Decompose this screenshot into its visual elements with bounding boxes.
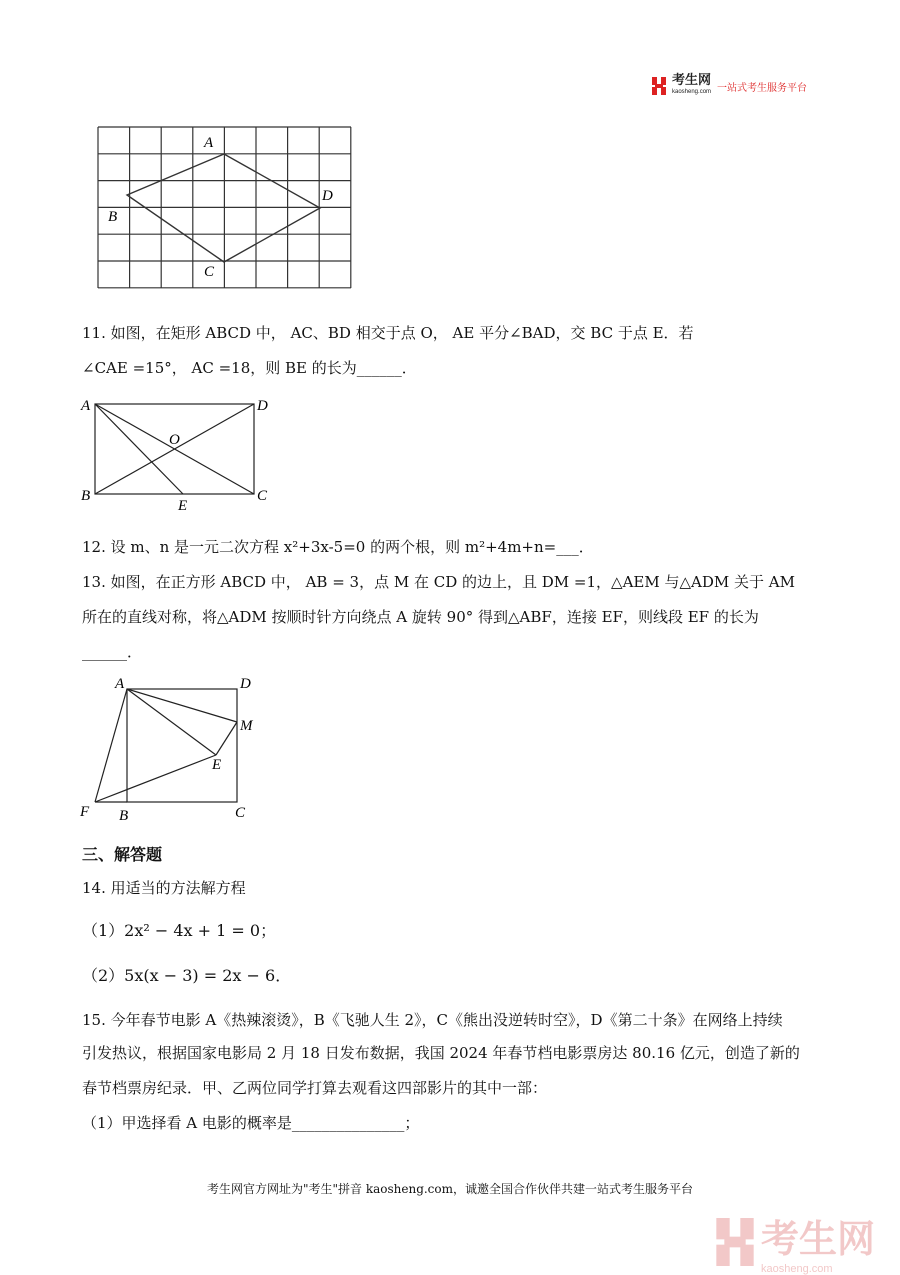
section-title: 三、解答题 (82, 845, 163, 864)
q11-line1: 11. 如图，在矩形 ABCD 中， AC、BD 相交于点 O， AE 平分∠BAD，交 BC 于点 E．若 (82, 324, 694, 342)
q12-text: 12. 设 m、n 是一元二次方程 x²+3x-5=0 的两个根，则 m²+4m+n=___． (82, 538, 594, 556)
label-b: B (119, 808, 129, 822)
label-d: D (257, 398, 268, 414)
kaosheng-logo-icon (652, 77, 666, 95)
figure-rectangle (78, 392, 278, 514)
label-o: O (169, 432, 180, 448)
label-a: A (204, 135, 214, 151)
label-f: F (80, 804, 90, 820)
q14-title: 14. 用适当的方法解方程 (82, 879, 246, 897)
kaosheng-logo-icon (715, 1218, 755, 1266)
q15-line3: 春节档票房纪录．甲、乙两位同学打算去观看这四部影片的其中一部： (82, 1079, 548, 1097)
label-d: D (240, 676, 251, 692)
brand-name: 考生网 kaosheng.com (672, 72, 712, 95)
label-c: C (204, 264, 215, 280)
label-e: E (212, 757, 222, 773)
footer-text: 考生网官方网址为"考生"拼音 kaosheng.com，诚邀全国合作伙伴共建一站式考生服务平台 (206, 1182, 694, 1196)
q13-line1: 13. 如图，在正方形 ABCD 中， AB = 3，点 M 在 CD 的边上，且 DM =1，△AEM 与△ADM 关于 AM (82, 573, 795, 591)
q15-line1: 15. 今年春节电影 A《热辣滚烫》，B《飞驰人生 2》，C《熊出没逆转时空》，D《第二十条》在网络上持续 (82, 1011, 783, 1029)
label-b: B (81, 488, 91, 504)
label-a: A (115, 676, 125, 692)
q11-line2: ∠CAE =15°， AC =18，则 BE 的长为______． (82, 359, 417, 377)
label-c: C (257, 488, 268, 504)
slogan: 一站式考生服务平台 (717, 82, 808, 94)
q15-part1: （1）甲选择看 A 电影的概率是_______________； (82, 1114, 420, 1132)
figure-grid-rhombus (90, 120, 360, 300)
label-b: B (108, 209, 118, 225)
watermark (715, 1208, 875, 1275)
label-d: D (322, 188, 333, 204)
q14-part2: （2）5x(x − 3) = 2x − 6． (82, 966, 292, 985)
figure-square (75, 672, 275, 822)
label-c: C (235, 805, 246, 821)
header-logo (652, 74, 807, 98)
q13-line2: 所在的直线对称，将△ADM 按顺时针方向绕点 A 旋转 90° 得到△ABF，连接 EF，则线段 EF 的长为 (82, 608, 759, 626)
label-a: A (81, 398, 91, 414)
q13-line3: ______． (82, 643, 143, 661)
label-m: M (240, 718, 253, 734)
q15-line2: 引发热议，根据国家电影局 2 月 18 日发布数据，我国 2024 年春节档电影票房达 80.16 亿元，创造了新的 (82, 1044, 800, 1062)
label-e: E (178, 498, 188, 514)
q14-part1: （1）2x² − 4x + 1 = 0； (82, 921, 277, 940)
watermark-text: 考生网 kaosheng.com (760, 1219, 875, 1275)
